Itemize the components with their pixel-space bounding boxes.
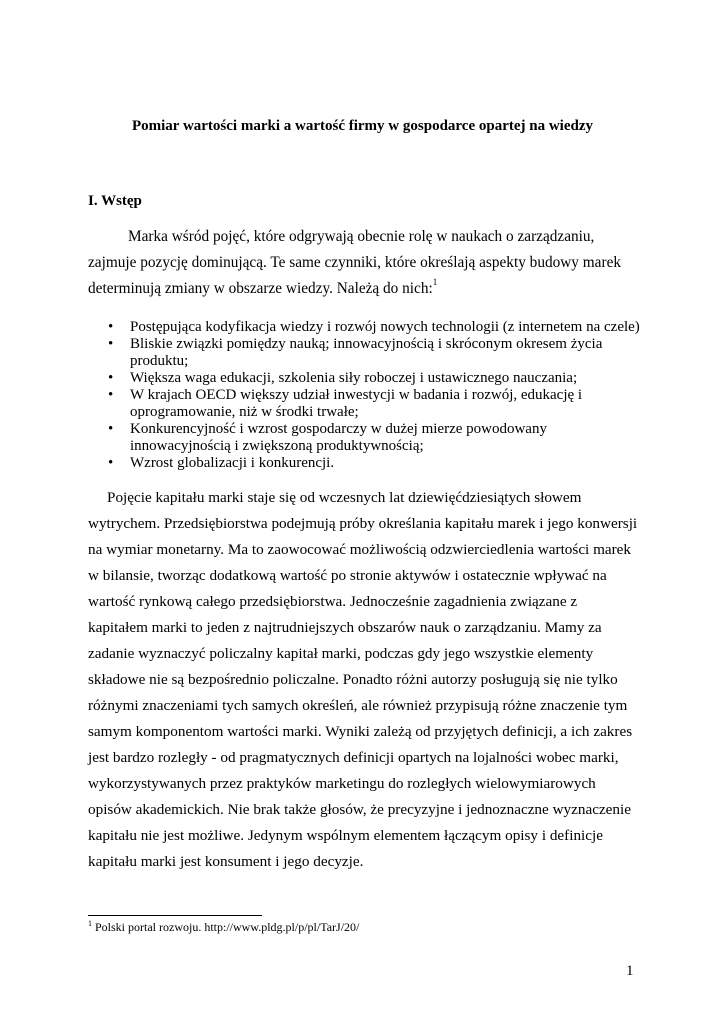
list-item-text: Konkurencyjność i wzrost gospodarczy w dużej mierze powodowany innowacyjnością i zwiększoną produktywnością;	[130, 421, 547, 454]
bullet-icon: •	[108, 387, 114, 403]
list-item-text: W krajach OECD większy udział inwestycji w badania i rozwój, edukację i oprogramowanie, niż w środki trwałe;	[130, 387, 583, 420]
bullet-icon: •	[108, 336, 114, 352]
list-item	[108, 370, 643, 387]
section-heading: I. Wstęp	[88, 193, 142, 209]
intro-text: Marka wśród pojęć, które odgrywają obecnie rolę w naukach o zarządzaniu, zajmuje pozycję dominującą. Te same czynniki, które określają aspekty budowy marek determinują zmiany w obszarze wiedzy. Należą do nich:	[88, 228, 622, 297]
list-item-text: Postępująca kodyfikacja wiedzy i rozwój nowych technologii (z internetem na czele)	[130, 319, 640, 335]
intro-paragraph	[88, 224, 640, 302]
footnote-text: Polski portal rozwoju. http://www.pldg.pl/p/pl/TarJ/20/	[92, 920, 360, 934]
footnote	[88, 920, 359, 934]
bullet-icon: •	[108, 455, 114, 471]
list-item	[108, 336, 643, 370]
footnote-number: 1	[88, 919, 92, 928]
list-item	[108, 387, 643, 421]
bullet-icon: •	[108, 319, 114, 335]
list-item-text: Wzrost globalizacji i konkurencji.	[130, 455, 335, 471]
bullet-list	[108, 319, 643, 472]
list-item-text: Bliskie związki pomiędzy nauką; innowacyjnością i skróconym okresem życia produktu;	[130, 336, 603, 369]
bullet-icon: •	[108, 370, 114, 386]
footnote-reference: 1	[432, 277, 438, 287]
bullet-icon: •	[108, 421, 114, 437]
body-paragraph: Pojęcie kapitału marki staje się od wczesnych lat dziewięćdziesiątych słowem wytrychem. Przedsiębiorstwa podejmują próby określania kapitału marek i jego konwersji na wymiar monetarny. Ma to zaowocować możliwością odzwierciedlenia wartości marek w bilansie, tworząc dodatkową wartość po stronie aktywów i ostatecznie wpływać na wartość rynkową całego przedsiębiorstwa. Jednocześnie zagadnienia związane z kapitałem marki to jeden z najtrudniejszych obszarów nauk o zarządzaniu. Mamy za zadanie wyznaczyć policzalny kapitał marki, podczas gdy jego wszystkie elementy składowe nie są bezpośrednio policzalne. Ponadto różni autorzy posługują się nie tylko różnymi znaczeniami tych samych określeń, ale również przypisują różne znaczenie tym samym komponentom wartości marki. Wyniki zależą od przyjętych definicji, a ich zakres jest bardzo rozległy - od pragmatycznych definicji opartych na lojalności wobec marki, wykorzystywanych przez praktyków marketingu do rozległych wielowymiarowych opisów akademickich. Nie brak także głosów, że precyzyjne i jednoznaczne wyznaczenie kapitału nie jest możliwe. Jedynym wspólnym elementem łączącym opisy i definicje kapitału marki jest konsument i jego decyzje.	[88, 489, 638, 870]
page-number: 1	[626, 963, 634, 979]
list-item	[108, 421, 643, 455]
list-item-text: Większa waga edukacji, szkolenia siły roboczej i ustawicznego nauczania;	[130, 370, 578, 386]
list-item	[108, 455, 643, 472]
document-title: Pomiar wartości marki a wartość firmy w gospodarce opartej na wiedzy	[131, 118, 594, 134]
list-item	[108, 319, 643, 336]
footnote-separator	[88, 915, 262, 916]
